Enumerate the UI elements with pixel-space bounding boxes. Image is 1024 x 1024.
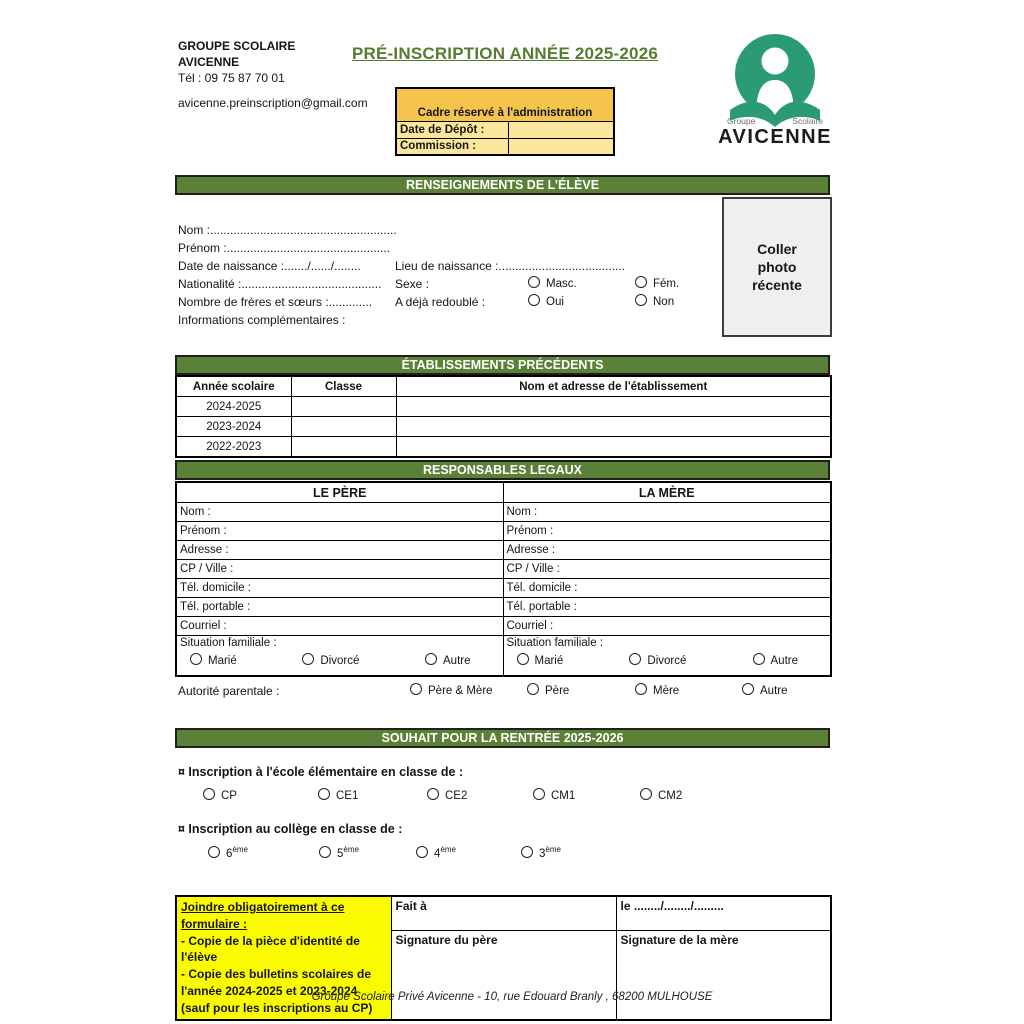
inscription-elementaire-label: ¤ Inscription à l'école élémentaire en classe de :	[178, 765, 464, 779]
school-name-line2: AVICENNE	[178, 55, 240, 69]
mere-tel-domicile-field[interactable]: Tél. domicile :	[503, 579, 831, 598]
annee-2024-2025: 2024-2025	[176, 397, 291, 417]
field-nom[interactable]: Nom :........................................................	[178, 223, 397, 237]
radio-icon	[318, 788, 330, 800]
etablissement-2024-2025-field[interactable]	[396, 397, 831, 417]
pere-cp-ville-field[interactable]: CP / Ville :	[176, 560, 503, 579]
radio-mere-marie[interactable]: Marié	[517, 653, 564, 667]
commission-label: Commission :	[396, 138, 508, 155]
radio-icon	[410, 683, 422, 695]
field-prenom[interactable]: Prénom :.................................................	[178, 241, 391, 255]
radio-icon	[527, 683, 539, 695]
radio-icon	[635, 294, 647, 306]
school-name-line1: GROUPE SCOLAIRE	[178, 39, 296, 53]
page-title: PRÉ-INSCRIPTION ANNÉE 2025-2026	[352, 44, 658, 63]
radio-icon	[517, 653, 529, 665]
radio-sexe-masc[interactable]: Masc.	[528, 276, 577, 290]
radio-icon	[416, 846, 428, 858]
pere-tel-domicile-field[interactable]: Tél. domicile :	[176, 579, 503, 598]
pere-adresse-field[interactable]: Adresse :	[176, 541, 503, 560]
radio-classe-ce1[interactable]: CE1	[318, 788, 358, 802]
field-lieu-naissance[interactable]: Lieu de naissance :......................................	[395, 259, 626, 273]
section-responsables-bar: RESPONSABLES LEGAUX	[175, 460, 830, 480]
radio-classe-4eme[interactable]: 4ème	[416, 845, 456, 860]
mere-adresse-field[interactable]: Adresse :	[503, 541, 831, 560]
radio-redouble-non[interactable]: Non	[635, 294, 674, 308]
mere-cp-ville-field[interactable]: CP / Ville :	[503, 560, 831, 579]
etablissement-2022-2023-field[interactable]	[396, 437, 831, 458]
radio-classe-5eme[interactable]: 5ème	[319, 845, 359, 860]
annee-2023-2024: 2023-2024	[176, 417, 291, 437]
mere-prenom-field[interactable]: Prénom :	[503, 522, 831, 541]
section-renseignements-bar: RENSEIGNEMENTS DE L’ÉLÈVE	[175, 175, 830, 195]
fait-a-field[interactable]: Fait à	[391, 896, 616, 931]
radio-pere-autre[interactable]: Autre	[425, 653, 471, 667]
admin-reserved-box	[395, 87, 615, 156]
redouble-label: A déjà redoublé :	[395, 295, 486, 309]
date-depot-label: Date de Dépôt :	[396, 121, 508, 138]
school-email: avicenne.preinscription@gmail.com	[178, 96, 368, 110]
admin-box-title: Cadre réservé à l'administration	[396, 88, 614, 121]
radio-icon	[302, 653, 314, 665]
field-nationalite[interactable]: Nationalité :..........................................	[178, 277, 382, 291]
signature-pere-field[interactable]: Signature du père	[391, 931, 616, 1020]
signature-mere-field[interactable]: Signature de la mère	[616, 931, 831, 1020]
radio-autorite-pere-mere[interactable]: Père & Mère	[410, 683, 493, 697]
logo-person-head-icon	[762, 48, 789, 75]
radio-icon	[208, 846, 220, 858]
radio-autorite-autre[interactable]: Autre	[742, 683, 788, 697]
mere-situation-cell	[503, 636, 831, 677]
radio-redouble-oui[interactable]: Oui	[528, 294, 564, 308]
mere-courriel-field[interactable]: Courriel :	[503, 617, 831, 636]
autorite-parentale-label: Autorité parentale :	[178, 684, 280, 698]
mere-header: LA MÈRE	[503, 482, 831, 503]
date-depot-field[interactable]	[508, 121, 614, 138]
radio-autorite-mere[interactable]: Mère	[635, 683, 679, 697]
inscription-college-label: ¤ Inscription au collège en classe de :	[178, 822, 403, 836]
radio-classe-cm2[interactable]: CM2	[640, 788, 682, 802]
mere-tel-portable-field[interactable]: Tél. portable :	[503, 598, 831, 617]
radio-icon	[753, 653, 765, 665]
responsables-table	[175, 481, 832, 677]
radio-mere-divorce[interactable]: Divorcé	[629, 653, 686, 667]
attachments-title: Joindre obligatoirement à ce formulaire :	[181, 900, 345, 931]
pere-nom-field[interactable]: Nom :	[176, 503, 503, 522]
date-field[interactable]: le ......../......../.........	[616, 896, 831, 931]
radio-icon	[319, 846, 331, 858]
radio-mere-autre[interactable]: Autre	[753, 653, 799, 667]
radio-classe-6eme[interactable]: 6ème	[208, 845, 248, 860]
field-date-naissance[interactable]: Date de naissance :......./....../........	[178, 259, 361, 273]
sexe-label: Sexe :	[395, 277, 430, 291]
col-classe: Classe	[291, 376, 396, 397]
pere-situation-label: Situation familiale :	[180, 637, 277, 649]
radio-icon	[640, 788, 652, 800]
pere-tel-portable-field[interactable]: Tél. portable :	[176, 598, 503, 617]
commission-field[interactable]	[508, 138, 614, 155]
field-freres-soeurs[interactable]: Nombre de frères et sœurs :.............	[178, 295, 373, 309]
radio-sexe-fem[interactable]: Fém.	[635, 276, 679, 290]
radio-classe-3eme[interactable]: 3ème	[521, 845, 561, 860]
radio-pere-marie[interactable]: Marié	[190, 653, 237, 667]
logo-groupe-label: Groupe	[727, 116, 756, 126]
radio-classe-cm1[interactable]: CM1	[533, 788, 575, 802]
radio-icon	[203, 788, 215, 800]
radio-icon	[742, 683, 754, 695]
radio-autorite-pere[interactable]: Père	[527, 683, 569, 697]
radio-classe-ce2[interactable]: CE2	[427, 788, 467, 802]
photo-box: Coller photo récente	[722, 197, 832, 337]
radio-icon	[635, 276, 647, 288]
school-phone: Tél : 09 75 87 70 01	[178, 71, 285, 85]
radio-icon	[190, 653, 202, 665]
infos-complementaires-label: Informations complémentaires :	[178, 313, 346, 327]
col-annee-scolaire: Année scolaire	[176, 376, 291, 397]
radio-icon	[629, 653, 641, 665]
section-souhait-bar: SOUHAIT POUR LA RENTRÉE 2025-2026	[175, 728, 830, 748]
pere-header: LE PÈRE	[176, 482, 503, 503]
pere-prenom-field[interactable]: Prénom :	[176, 522, 503, 541]
annee-2022-2023: 2022-2023	[176, 437, 291, 458]
classe-2024-2025-field[interactable]	[291, 397, 396, 417]
radio-icon	[521, 846, 533, 858]
school-logo	[700, 28, 850, 148]
section-etablissements-bar: ÉTABLISSEMENTS PRÉCÉDENTS	[175, 355, 830, 375]
pere-courriel-field[interactable]: Courriel :	[176, 617, 503, 636]
classe-2022-2023-field[interactable]	[291, 437, 396, 458]
classe-2023-2024-field[interactable]	[291, 417, 396, 437]
radio-icon	[528, 276, 540, 288]
footer-address: Groupe Scolaire Privé Avicenne - 10, rue Edouard Branly , 68200 MULHOUSE	[311, 991, 713, 1003]
radio-icon	[635, 683, 647, 695]
mere-nom-field[interactable]: Nom :	[503, 503, 831, 522]
logo-name-label: AVICENNE	[718, 126, 832, 148]
radio-icon	[427, 788, 439, 800]
attachment-item-2: - Copie des bulletins scolaires de l'année 2024-2025 et 2023-2024 (sauf pour les inscriptions au CP)	[181, 967, 373, 1015]
etablissements-table	[175, 375, 832, 458]
mere-situation-label: Situation familiale :	[506, 637, 604, 649]
radio-icon	[528, 294, 540, 306]
pere-situation-cell	[176, 636, 503, 677]
radio-pere-divorce[interactable]: Divorcé	[302, 653, 359, 667]
radio-classe-cp[interactable]: CP	[203, 788, 237, 802]
col-nom-adresse: Nom et adresse de l'établissement	[396, 376, 831, 397]
radio-icon	[533, 788, 545, 800]
attachment-item-1: - Copie de la pièce d'identité de l'élève	[181, 933, 360, 965]
etablissement-2023-2024-field[interactable]	[396, 417, 831, 437]
logo-scolaire-label: Scolaire	[792, 116, 823, 126]
radio-icon	[425, 653, 437, 665]
